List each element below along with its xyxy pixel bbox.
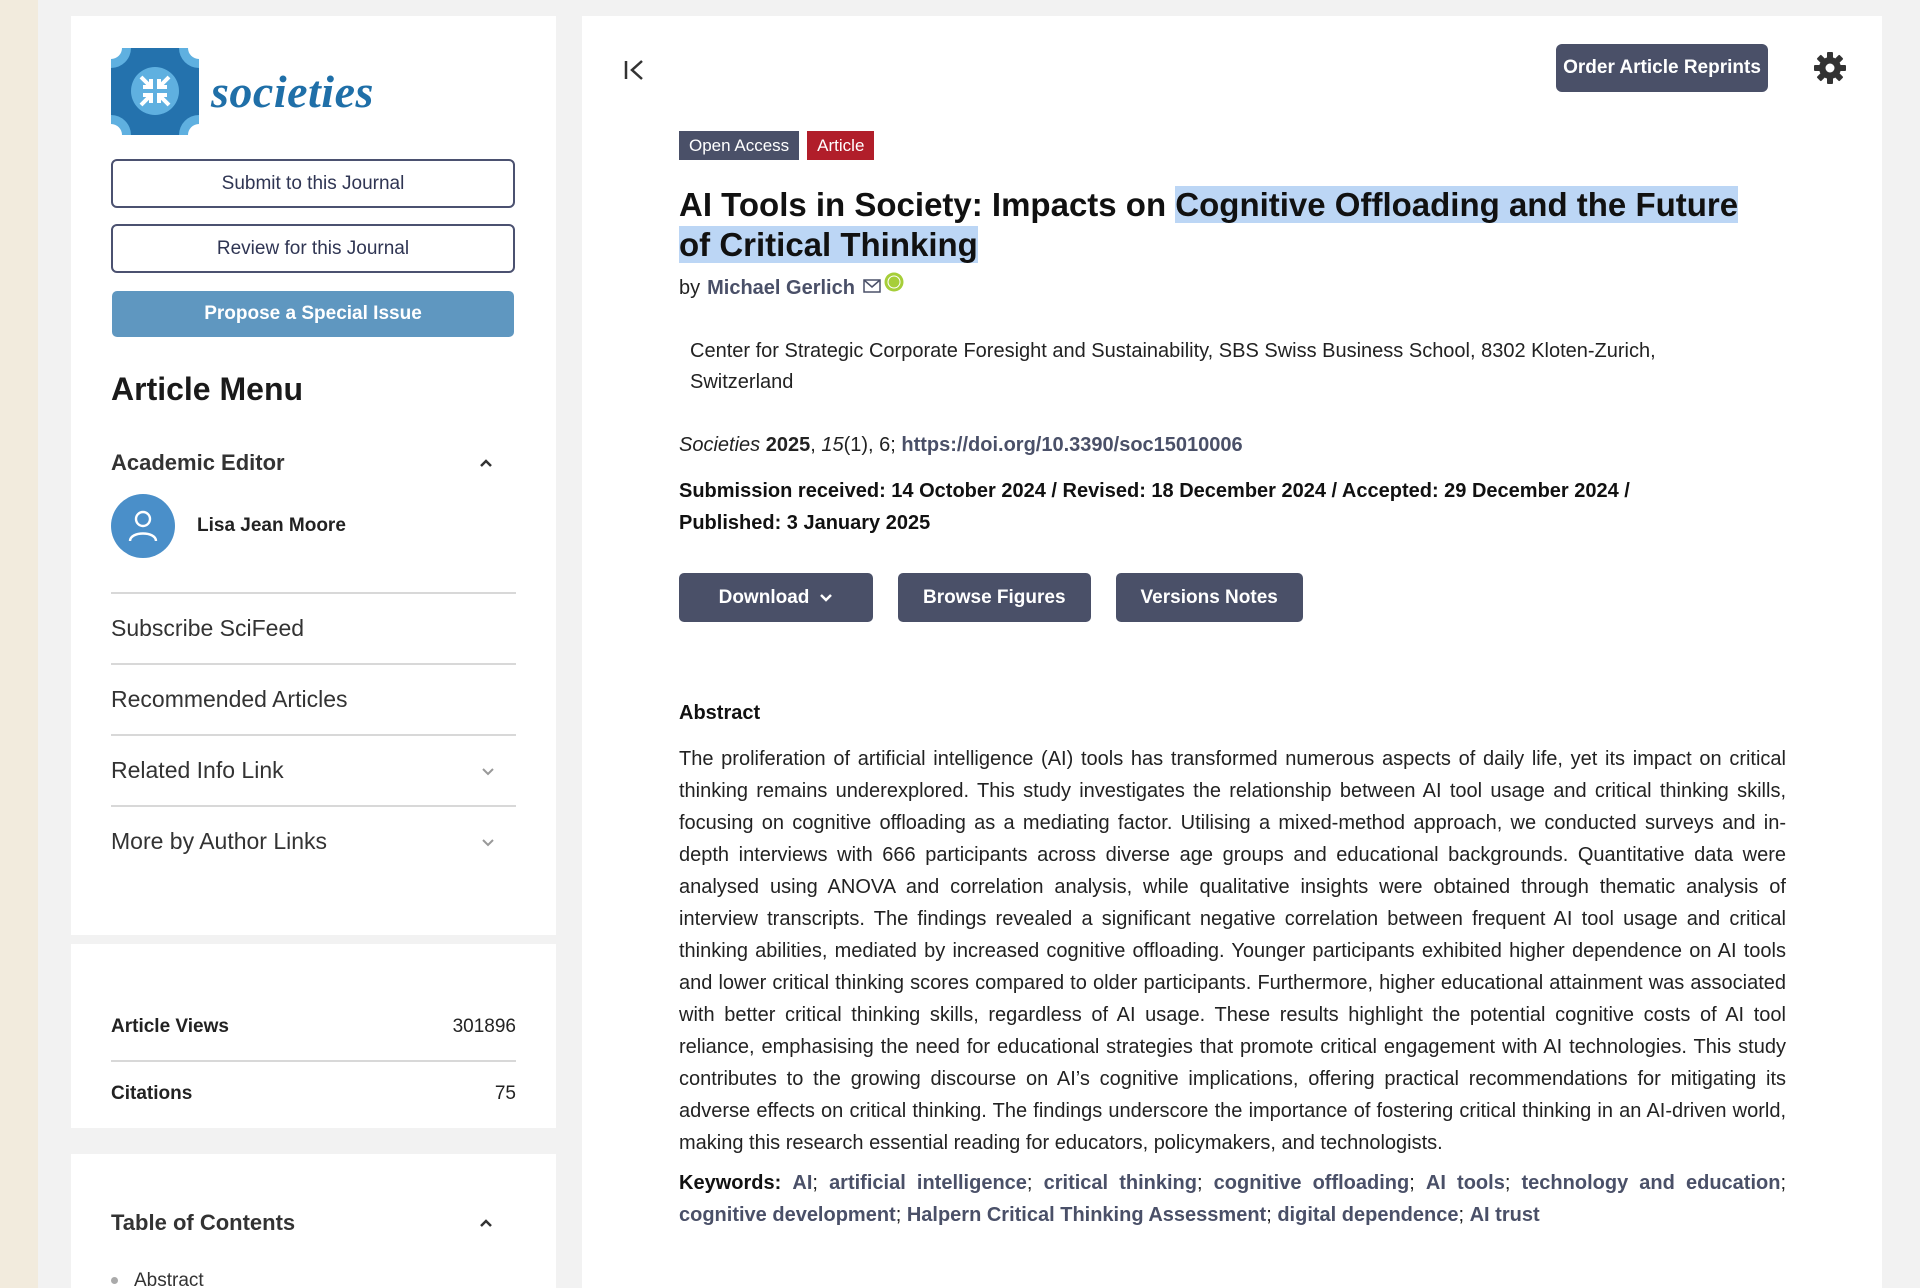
sidebar-item-subscribe-scifeed[interactable] bbox=[111, 592, 516, 663]
sidebar-item-more-by-author-links[interactable] bbox=[111, 805, 516, 876]
submit-to-journal-button[interactable]: Submit to this Journal bbox=[111, 159, 515, 208]
chevron-down-icon bbox=[480, 834, 496, 850]
citations-label: Citations bbox=[111, 1083, 193, 1104]
gear-icon[interactable] bbox=[1813, 51, 1847, 85]
article-dates: Submission received: 14 October 2024 / Revised: 18 December 2024 / Accepted: 29 December 2024 / Published: 3 January 2025 bbox=[679, 480, 1630, 534]
keyword-link[interactable]: technology and education bbox=[1521, 1172, 1781, 1194]
citation-volume: 15 bbox=[821, 434, 844, 456]
article-type-badge: Article bbox=[807, 131, 874, 160]
sidebar-item-label: Subscribe SciFeed bbox=[111, 615, 305, 641]
user-icon bbox=[127, 509, 159, 543]
download-button[interactable] bbox=[679, 573, 873, 622]
table-of-contents-card bbox=[71, 1154, 556, 1288]
propose-special-issue-button[interactable]: Propose a Special Issue bbox=[112, 291, 514, 337]
abstract-text: The proliferation of artificial intelligence (AI) tools has transformed numerous aspects of daily life, yet its impact on critical thinking remains underexplored. This study investigates the relationship between AI tool usage and critical thinking skills, focusing on cognitive offloading as a mediating factor. Utilising a mixed-method approach, we conducted surveys and in-depth interviews with 666 participants across diverse age groups and educational backgrounds. Quantitative data were analysed using ANOVA and correlation analysis, while qualitative insights were obtained through thematic analysis of interview transcripts. The findings revealed a significant negative correlation between frequent AI tool usage and critical thinking abilities, mediated by increased cognitive offloading. Younger participants exhibited higher dependence on AI tools and lower critical thinking scores compared to older participants. Furthermore, higher educational attainment was associated with better critical thinking skills, regardless of AI usage. These results highlight the potential cognitive costs of AI tool reliance, emphasising the need for educational strategies that promote critical engagement with AI technologies. This study contributes to the growing discourse on AI’s cognitive implications, offering practical recommendations for mitigating its adverse effects on critical thinking. The findings underscore the importance of fostering critical thinking in an AI-driven world, making this research essential reading for educators, policymakers, and technologists. bbox=[679, 748, 1786, 1154]
keyword-link[interactable]: AI tools bbox=[1425, 1172, 1505, 1194]
chevron-up-icon bbox=[478, 455, 494, 471]
author-link[interactable]: Michael Gerlich bbox=[707, 277, 855, 299]
citation-journal: Societies bbox=[679, 434, 761, 456]
abstract-heading: Abstract bbox=[679, 702, 761, 724]
author-affiliation: Center for Strategic Corporate Foresight and Sustainability, SBS Swiss Business School, 8302 Kloten-Zurich, Switzerland bbox=[690, 340, 1656, 393]
download-label: Download bbox=[718, 586, 810, 608]
article-content bbox=[679, 131, 1786, 1231]
article-views-row bbox=[111, 994, 516, 1060]
sidebar-item-label: More by Author Links bbox=[111, 828, 328, 854]
journal-logo[interactable] bbox=[111, 48, 516, 135]
article-views-value: 301896 bbox=[452, 1016, 516, 1037]
journal-name: societies bbox=[211, 66, 374, 117]
by-label: by bbox=[679, 277, 701, 299]
citation-issue: (1), 6; bbox=[843, 434, 902, 456]
sidebar-item-recommended-articles[interactable] bbox=[111, 663, 516, 734]
citations-row bbox=[111, 1060, 516, 1126]
sidebar-item-label: Related Info Link bbox=[111, 757, 284, 783]
left-edge-strip bbox=[0, 0, 38, 1288]
academic-editor-label: Academic Editor bbox=[111, 450, 285, 475]
toc-title: Table of Contents bbox=[111, 1210, 296, 1235]
sidebar-item-label: Recommended Articles bbox=[111, 686, 348, 712]
keyword-link[interactable]: AI bbox=[792, 1172, 813, 1194]
article-citation: Societies 2025, 15(1), 6; https://doi.org/10.3390/soc15010006 bbox=[679, 434, 1243, 456]
review-for-journal-button[interactable]: Review for this Journal bbox=[111, 224, 515, 273]
avatar bbox=[111, 494, 175, 558]
academic-editor-toggle[interactable] bbox=[111, 450, 516, 476]
bullet-icon bbox=[111, 1277, 118, 1284]
title-text: AI Tools in Society: Impacts on bbox=[679, 186, 1176, 223]
order-article-reprints-button[interactable]: Order Article Reprints bbox=[1556, 44, 1768, 92]
toc-item-label: Abstract bbox=[134, 1270, 204, 1288]
keyword-link[interactable]: artificial intelligence bbox=[829, 1172, 1027, 1194]
doi-link[interactable]: https://doi.org/10.3390/soc15010006 bbox=[901, 434, 1243, 456]
article-menu-title: Article Menu bbox=[111, 371, 304, 407]
keyword-link[interactable]: critical thinking bbox=[1043, 1172, 1197, 1194]
article-menu-card bbox=[71, 16, 556, 935]
article-menu-list bbox=[111, 592, 516, 876]
keyword-link[interactable]: cognitive development bbox=[679, 1204, 896, 1226]
chevron-down-icon bbox=[480, 763, 496, 779]
article-views-label: Article Views bbox=[111, 1016, 229, 1037]
orcid-icon[interactable] bbox=[884, 272, 904, 292]
academic-editor[interactable] bbox=[111, 494, 516, 558]
collapse-sidebar-icon[interactable] bbox=[620, 56, 648, 84]
title-highlighted-text: Cognitive Offloading and the Future of Critical Thinking bbox=[679, 186, 1739, 263]
keyword-link[interactable]: AI trust bbox=[1469, 1204, 1540, 1226]
table-of-contents-toggle[interactable] bbox=[111, 1210, 516, 1236]
citations-value: 75 bbox=[494, 1083, 516, 1104]
versions-notes-button[interactable]: Versions Notes bbox=[1116, 573, 1303, 622]
byline bbox=[679, 277, 1786, 300]
citation-year: 2025 bbox=[765, 434, 811, 456]
article-title bbox=[679, 185, 1759, 265]
chevron-down-icon bbox=[819, 593, 833, 603]
keywords: Keywords: AI; artificial intelligence; critical thinking; cognitive offloading; AI tools; technology and education; cognitive development; Halpern Critical Thinking Assessment; digital dependence; AI trust bbox=[679, 1172, 1786, 1226]
browse-figures-button[interactable]: Browse Figures bbox=[898, 573, 1091, 622]
envelope-icon[interactable] bbox=[863, 279, 881, 293]
editor-name: Lisa Jean Moore bbox=[197, 515, 346, 536]
sidebar bbox=[71, 0, 556, 1288]
keyword-link[interactable]: Halpern Critical Thinking Assessment bbox=[906, 1204, 1267, 1226]
article-actions bbox=[679, 573, 1786, 622]
right-edge-strip bbox=[1910, 16, 1920, 572]
sidebar-item-related-info-link[interactable] bbox=[111, 734, 516, 805]
chevron-up-icon bbox=[478, 1215, 494, 1231]
keyword-link[interactable]: cognitive offloading bbox=[1213, 1172, 1410, 1194]
societies-logo-icon bbox=[111, 48, 199, 135]
keyword-link[interactable]: digital dependence bbox=[1277, 1204, 1459, 1226]
toc-item-abstract[interactable] bbox=[111, 1270, 516, 1288]
article-metrics-card bbox=[71, 944, 556, 1128]
article-badges bbox=[679, 131, 1786, 160]
article-main bbox=[582, 16, 1882, 1288]
open-access-badge[interactable]: Open Access bbox=[679, 131, 799, 160]
keywords-label: Keywords: bbox=[679, 1172, 782, 1194]
